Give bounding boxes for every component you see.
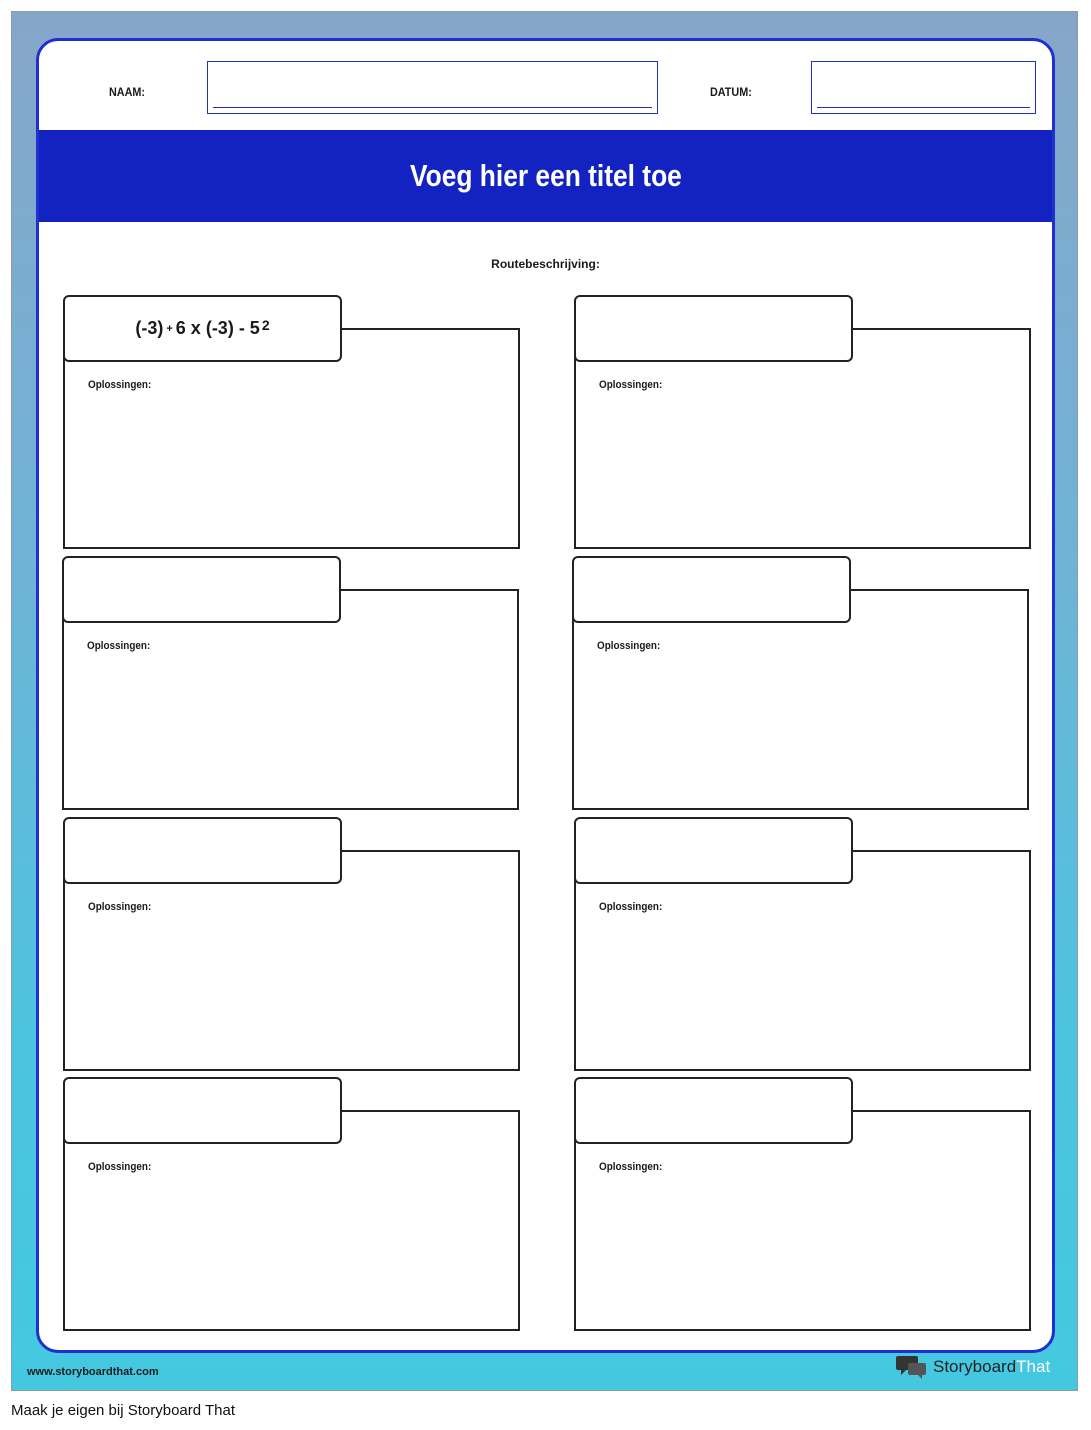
date-field[interactable] bbox=[811, 61, 1036, 114]
directions-label: Routebeschrijving: bbox=[491, 257, 600, 271]
solutions-label: Oplossingen: bbox=[599, 379, 663, 391]
solutions-label: Oplossingen: bbox=[88, 901, 152, 913]
problem-panel-8 bbox=[574, 1077, 1031, 1331]
problem-panel-4 bbox=[572, 556, 1029, 810]
problem-exponent: 2 bbox=[261, 316, 270, 333]
brand-name bbox=[933, 1357, 1050, 1377]
problem-panel-3 bbox=[62, 556, 519, 810]
site-url[interactable]: www.storyboardthat.com bbox=[27, 1366, 159, 1378]
solutions-label: Oplossingen: bbox=[88, 379, 152, 391]
title-banner bbox=[39, 130, 1052, 222]
problem-part2: 6 x (-3) - 5 bbox=[175, 318, 260, 338]
solutions-label: Oplossingen: bbox=[87, 640, 151, 652]
speech-bubbles-icon bbox=[896, 1354, 928, 1380]
solutions-label: Oplossingen: bbox=[599, 1161, 663, 1173]
name-label: NAAM: bbox=[109, 85, 145, 99]
brand-main: Storyboard bbox=[933, 1357, 1017, 1376]
problem-tab[interactable] bbox=[574, 1077, 853, 1144]
brand-logo[interactable] bbox=[896, 1354, 1050, 1380]
name-field[interactable] bbox=[207, 61, 658, 114]
problem-panel-1 bbox=[63, 295, 520, 549]
worksheet bbox=[36, 38, 1055, 1353]
problem-panel-5 bbox=[63, 817, 520, 1071]
solutions-label: Oplossingen: bbox=[597, 640, 661, 652]
date-label: DATUM: bbox=[710, 85, 752, 99]
problem-tab[interactable] bbox=[63, 1077, 342, 1144]
page-title[interactable]: Voeg hier een titel toe bbox=[409, 158, 682, 193]
problem-tab[interactable] bbox=[63, 295, 342, 362]
problem-tab[interactable] bbox=[572, 556, 851, 623]
problem-tab[interactable] bbox=[62, 556, 341, 623]
problem-part1: (-3) bbox=[135, 318, 164, 338]
problem-panel-2 bbox=[574, 295, 1031, 549]
problem-tab[interactable] bbox=[63, 817, 342, 884]
problem-panel-7 bbox=[63, 1077, 520, 1331]
problem-tab[interactable] bbox=[574, 295, 853, 362]
brand-light: That bbox=[1016, 1357, 1051, 1376]
problem-operator: + bbox=[166, 322, 173, 335]
solutions-label: Oplossingen: bbox=[88, 1161, 152, 1173]
problem-tab[interactable] bbox=[574, 817, 853, 884]
footer-tagline: Maak je eigen bij Storyboard That bbox=[11, 1402, 236, 1419]
problem-panel-6 bbox=[574, 817, 1031, 1071]
solutions-label: Oplossingen: bbox=[599, 901, 663, 913]
